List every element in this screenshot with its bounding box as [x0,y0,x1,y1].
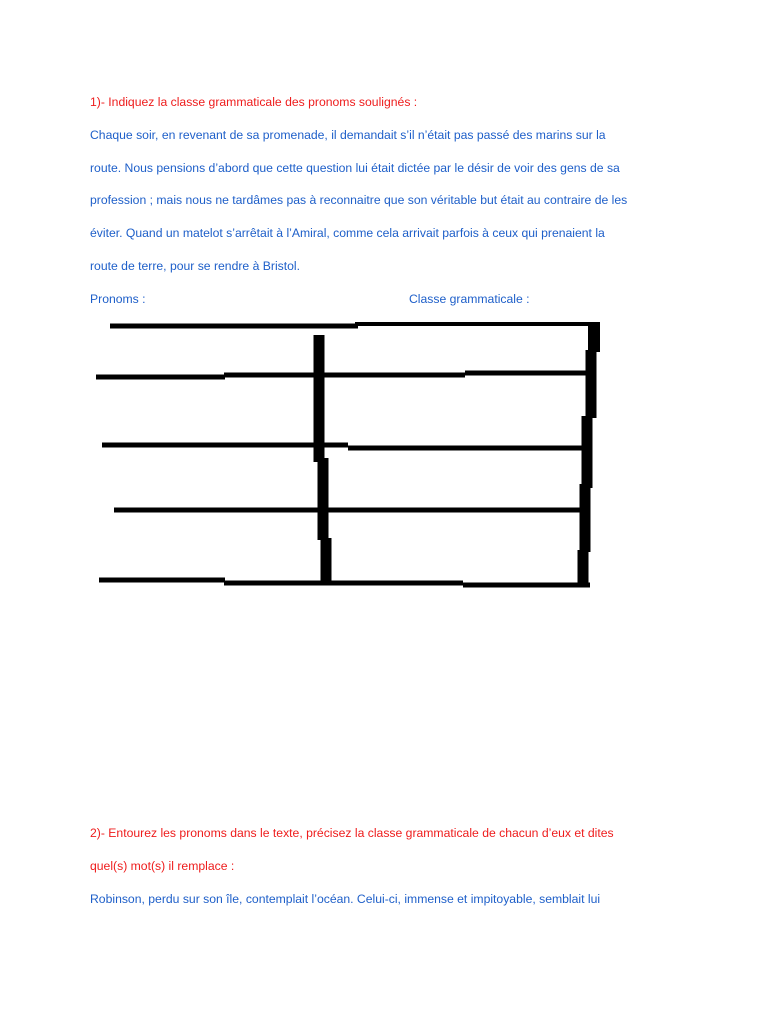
exercise1-title: 1)- Indiquez la classe grammaticale des pronoms soulignés : [90,95,418,109]
exercise1-text-line: route. Nous pensions d’abord que cette question lui était dictée par le désir de voir des gens de sa [90,161,620,175]
column-header-pronoms: Pronoms : [90,292,146,306]
exercise2-title-line: quel(s) mot(s) il remplace : [90,859,235,873]
exercise1-text-line: éviter. Quand un matelot s’arrêtait à l’Amiral, comme cela arrivait parfois à ceux qui prenaient la [90,226,605,240]
exercise2-title-line: 2)- Entourez les pronoms dans le texte, précisez la classe grammaticale de chacun d’eux et dites [90,826,614,840]
exercise1-text-line: profession ; mais nous ne tardâmes pas à reconnaitre que son véritable but était au contraire de les [90,193,628,207]
exercise1-text-line: Chaque soir, en revenant de sa promenade, il demandait s’il n’était pas passé des marins sur la [90,128,606,142]
column-header-classe: Classe grammaticale : [409,292,530,306]
exercise1-text-line: route de terre, pour se rendre à Bristol. [90,259,301,273]
exercise2-text-line: Robinson, perdu sur son île, contemplait l’océan. Celui-ci, immense et impitoyable, semblait lui [90,892,601,906]
